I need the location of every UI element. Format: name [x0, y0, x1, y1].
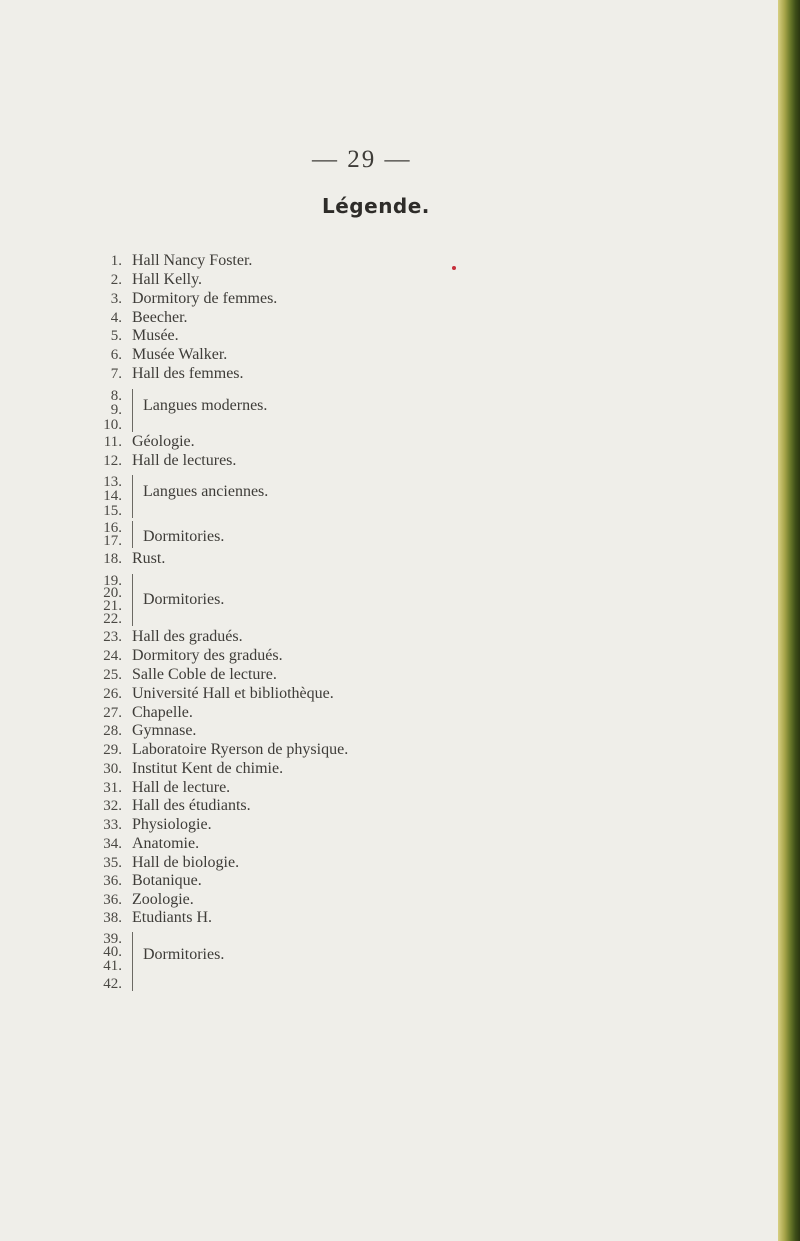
entry-number: 11. — [103, 434, 122, 450]
entry-number: 32. — [103, 798, 122, 814]
group-brace — [132, 389, 137, 432]
entry-number: 17. — [103, 533, 122, 549]
group-label: Langues anciennes. — [143, 483, 269, 500]
ink-spot — [452, 266, 456, 270]
page-edge — [778, 0, 800, 1241]
entry-text: Gymnase. — [132, 722, 197, 739]
entry-text: Botanique. — [132, 872, 202, 889]
entry-number: 31. — [103, 780, 122, 796]
entry-number: 36. — [103, 873, 122, 889]
entry-number: 5. — [110, 328, 122, 344]
entry-number: 29. — [103, 742, 122, 758]
entry-number: 21. — [103, 598, 122, 614]
entry-text: Salle Coble de lecture. — [132, 666, 277, 683]
entry-number: 15. — [103, 503, 122, 519]
entry-text: Hall Nancy Foster. — [132, 252, 253, 269]
entry-number: 23. — [103, 629, 122, 645]
entry-number: 33. — [103, 817, 122, 833]
entry-text: Dormitory des gradués. — [132, 647, 283, 664]
entry-number: 25. — [103, 667, 122, 683]
entry-text: Musée Walker. — [132, 346, 228, 363]
entry-number: 28. — [103, 723, 122, 739]
entry-number: 1. — [110, 253, 122, 269]
entry-number: 41. — [103, 958, 122, 974]
entry-text: Dormitory de femmes. — [132, 290, 278, 307]
entry-number: 36. — [103, 892, 122, 908]
entry-number: 38. — [103, 910, 122, 926]
entry-text: Institut Kent de chimie. — [132, 760, 284, 777]
entry-text: Hall de lectures. — [132, 452, 237, 469]
group-brace — [132, 475, 137, 518]
entry-text: Hall de lecture. — [132, 779, 231, 796]
entry-number: 30. — [103, 761, 122, 777]
entry-number: 10. — [103, 417, 122, 433]
group-brace — [132, 574, 137, 626]
entry-text: Chapelle. — [132, 704, 193, 721]
entry-number: 13. — [103, 474, 122, 490]
entry-number: 24. — [103, 648, 122, 664]
entry-text: Rust. — [132, 550, 166, 567]
entry-number: 20. — [103, 585, 122, 601]
entry-number: 42. — [103, 976, 122, 992]
legend-title: Légende. — [322, 194, 430, 218]
entry-text: Hall de biologie. — [132, 854, 240, 871]
entry-number: 3. — [110, 291, 122, 307]
group-label: Dormitories. — [143, 591, 225, 608]
entry-text: Musée. — [132, 327, 179, 344]
entry-text: Université Hall et bibliothèque. — [132, 685, 334, 702]
entry-number: 22. — [103, 611, 122, 627]
entry-number: 39. — [103, 931, 122, 947]
group-brace — [132, 521, 137, 548]
entry-text: Hall des femmes. — [132, 365, 244, 382]
entry-text: Hall des étudiants. — [132, 797, 251, 814]
entry-number: 14. — [103, 488, 122, 504]
entry-number: 12. — [103, 453, 122, 469]
entry-text: Etudiants H. — [132, 909, 212, 926]
entry-number: 7. — [110, 366, 122, 382]
entry-number: 8. — [110, 388, 122, 404]
entry-number: 19. — [103, 573, 122, 589]
entry-number: 4. — [110, 310, 122, 326]
entry-number: 26. — [103, 686, 122, 702]
group-label: Langues modernes. — [143, 397, 268, 414]
entry-text: Beecher. — [132, 309, 188, 326]
group-label: Dormitories. — [143, 946, 225, 963]
entry-number: 6. — [110, 347, 122, 363]
group-brace — [132, 932, 137, 991]
entry-text: Anatomie. — [132, 835, 200, 852]
entry-text: Physiologie. — [132, 816, 212, 833]
entry-number: 9. — [110, 402, 122, 418]
entry-number: 40. — [103, 944, 122, 960]
entry-text: Hall des gradués. — [132, 628, 243, 645]
entry-text: Zoologie. — [132, 891, 194, 908]
group-label: Dormitories. — [143, 528, 225, 545]
page-number: — 29 — — [312, 146, 412, 173]
entry-number: 35. — [103, 855, 122, 871]
entry-text: Hall Kelly. — [132, 271, 203, 288]
entry-text: Laboratoire Ryerson de physique. — [132, 741, 349, 758]
entry-number: 2. — [110, 272, 122, 288]
entry-number: 34. — [103, 836, 122, 852]
entry-text: Géologie. — [132, 433, 195, 450]
entry-number: 16. — [103, 520, 122, 536]
entry-number: 18. — [103, 551, 122, 567]
entry-number: 27. — [103, 705, 122, 721]
